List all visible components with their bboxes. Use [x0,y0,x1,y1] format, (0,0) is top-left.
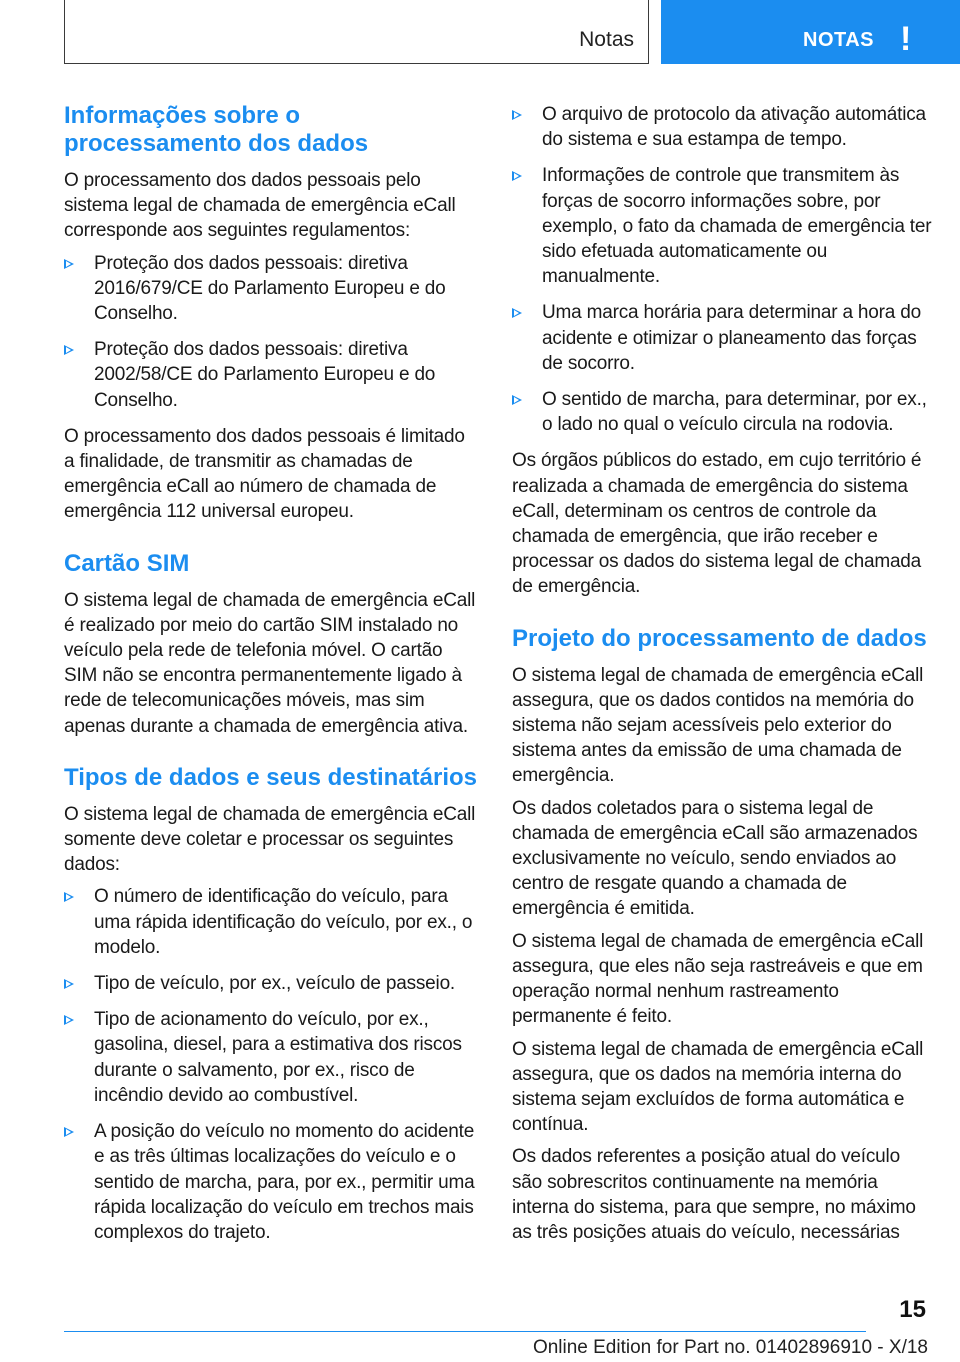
paragraph: O sistema legal de chamada de emergência eCall assegura, que eles não seja rastreáveis e que em operação normal nenhum rastreamento permanente é feito. [512,930,924,1028]
list-item [64,337,480,413]
bullet-triangle-icon [512,308,522,318]
header-tab [661,0,960,64]
list-item-text: Tipo de acionamento do veículo, por ex., gasolina, diesel, para a estimativa dos riscos durante o salvamento, por ex., risco de incêndio devido ao combustível. [94,1009,462,1106]
footer-divider [64,1331,866,1332]
paragraph: O processamento dos dados pessoais pelo sistema legal de chamada de emergência eCall corresponde aos seguintes regulamentos: [64,170,456,242]
header-box [64,0,649,64]
bullet-triangle-icon [64,259,74,269]
header-title: Notas [579,28,634,51]
header-tab-label: NOTAS [803,29,875,51]
section-heading: Cartão SIM [64,549,190,577]
bullet-triangle-icon [64,1127,74,1137]
paragraph: Os dados referentes a posição atual do veículo são sobrescritos continuamente na memória interna do sistema, para que sempre, no máximo as três posições atuais do veículo, necessárias [512,1146,916,1243]
list-item [512,102,932,152]
bullet-triangle-icon [512,110,522,120]
bullet-triangle-icon [64,979,74,989]
list-item [512,300,932,376]
list-item-text: Uma marca horária para determinar a hora do acidente e otimizar o planeamento das forças de socorro. [542,302,921,374]
list-item-text: Informações de controle que transmitem às forças de socorro informações sobre, por exemplo, o fato da chamada de emergência ter sido efetuada automaticamente ou manualmente. [542,165,932,288]
bullet-triangle-icon [64,345,74,355]
paragraph: O processamento dos dados pessoais é limitado a finalidade, de transmitir as chamadas de emergência eCall ao número de chamada de emergência 112 universal europeu. [64,425,465,523]
bullet-triangle-icon [512,395,522,405]
list-item [512,163,932,289]
bullet-triangle-icon [512,171,522,181]
footer-edition-text: Online Edition for Part no. 01402896910 - X/18 [532,1337,928,1358]
exclamation-icon: ! [900,20,912,58]
list-item [64,1119,480,1245]
list-item-text: O número de identificação do veículo, para uma rápida identificação do veículo, por ex., o modelo. [94,886,473,958]
list-item [64,971,480,996]
bullet-triangle-icon [64,892,74,902]
list-item-text: Tipo de veículo, por ex., veículo de passeio. [94,973,456,995]
list-item-text: O sentido de marcha, para determinar, por ex., o lado no qual o veículo circula na rodovia. [542,389,927,436]
page-number: 15 [899,1296,926,1323]
left-column [64,102,480,1256]
list-item-text: Proteção dos dados pessoais: diretiva 2002/58/CE do Parlamento Europeu e do Conselho. [94,339,436,411]
paragraph: O sistema legal de chamada de emergência eCall somente deve coletar e processar os seguintes dados: [64,803,476,876]
paragraph: O sistema legal de chamada de emergência eCall assegura, que os dados contidos na memória do sistema não sejam acessíveis pelo exterior do sistema antes da emissão de uma chamada de emergência. [512,664,924,787]
list-item [64,1007,480,1108]
list-item-text: A posição do veículo no momento do acidente e as três últimas localizações do veículo e o sentido de marcha, para, por ex., permitir uma rápida localização do veículo em trechos mais complexos do trajeto. [94,1121,475,1243]
section-heading: Informações sobre o processamento dos dados [64,102,369,157]
bullet-triangle-icon [64,1015,74,1025]
section-heading: Tipos de dados e seus destinatários [64,763,478,791]
paragraph: O sistema legal de chamada de emergência eCall é realizado por meio do cartão SIM instalado no veículo pela rede de telefonia móvel. O cartão SIM não se encontra permanentemente ligado à rede de telecomunicações móveis, mas sim apenas durante a chamada de emergência ativa. [64,589,476,737]
right-column [512,102,932,1252]
list-item [64,884,480,960]
list-item [512,387,932,437]
list-item [64,251,480,327]
paragraph: Os dados coletados para o sistema legal de chamada de emergência eCall são armazenados exclusivamente no veículo, sendo enviados ao centro de resgate quando a chamada de emergência é emitida. [512,797,918,920]
list-item-text: Proteção dos dados pessoais: diretiva 2016/679/CE do Parlamento Europeu e do Conselho. [94,252,446,325]
paragraph: Os órgãos públicos do estado, em cujo território é realizada a chamada de emergência do sistema eCall, determinam os centros de controle da chamada de emergência, que irão receber e processar os dados do sistema legal de chamada de emergência. [512,450,922,598]
section-heading: Projeto do processamento de dados [512,624,927,652]
paragraph: O sistema legal de chamada de emergência eCall assegura, que os dados na memória interna do sistema sejam excluídos de forma automática e contínua. [512,1038,924,1136]
list-item-text: O arquivo de protocolo da ativação automática do sistema e sua estampa de tempo. [542,104,926,151]
